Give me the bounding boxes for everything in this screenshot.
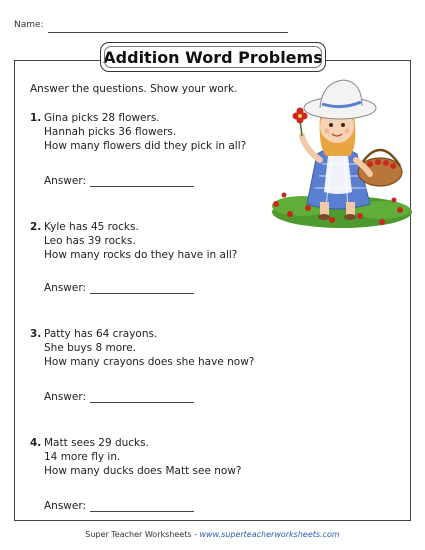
question-line: Hannah picks 36 flowers. (44, 126, 177, 138)
answer-blank[interactable] (90, 500, 194, 512)
question-4 (30, 436, 242, 478)
answer-2 (44, 282, 194, 294)
answer-label: Answer: (44, 500, 87, 512)
worksheet-title: Addition Word Problems (100, 42, 326, 72)
footer-brand: Super Teacher Worksheets (85, 530, 192, 539)
answer-1 (44, 175, 194, 187)
question-1 (30, 111, 246, 153)
question-number: 2. (30, 221, 42, 233)
question-2 (30, 220, 237, 262)
question-number: 1. (30, 112, 42, 124)
footer-separator: - (191, 530, 200, 539)
question-line: How many ducks does Matt see now? (44, 465, 242, 477)
question-line: Patty has 64 crayons. (44, 328, 158, 340)
answer-blank[interactable] (90, 391, 194, 403)
footer-url[interactable]: www.superteacherworksheets.com (199, 530, 340, 539)
question-number: 4. (30, 437, 42, 449)
question-line: Gina picks 28 flowers. (44, 112, 160, 124)
instructions: Answer the questions. Show your work. (30, 83, 238, 95)
question-line: Matt sees 29 ducks. (44, 437, 149, 449)
name-line[interactable] (48, 32, 288, 33)
question-number: 3. (30, 328, 42, 340)
question-line: How many rocks do they have in all? (44, 249, 238, 261)
answer-label: Answer: (44, 391, 87, 403)
question-line: She buys 8 more. (44, 342, 137, 354)
answer-label: Answer: (44, 175, 87, 187)
question-line: Kyle has 45 rocks. (44, 221, 139, 233)
question-line: How many crayons does she have now? (44, 356, 255, 368)
answer-4 (44, 500, 194, 512)
name-label: Name: (14, 20, 44, 30)
answer-blank[interactable] (90, 282, 194, 294)
question-3 (30, 327, 254, 369)
question-line: Leo has 39 rocks. (44, 235, 136, 247)
question-line: 14 more fly in. (44, 451, 121, 463)
answer-label: Answer: (44, 282, 87, 294)
question-line: How many flowers did they pick in all? (44, 140, 247, 152)
answer-blank[interactable] (90, 175, 194, 187)
girl-picking-flowers-illustration (262, 64, 412, 232)
footer (0, 530, 425, 539)
answer-3 (44, 391, 194, 403)
